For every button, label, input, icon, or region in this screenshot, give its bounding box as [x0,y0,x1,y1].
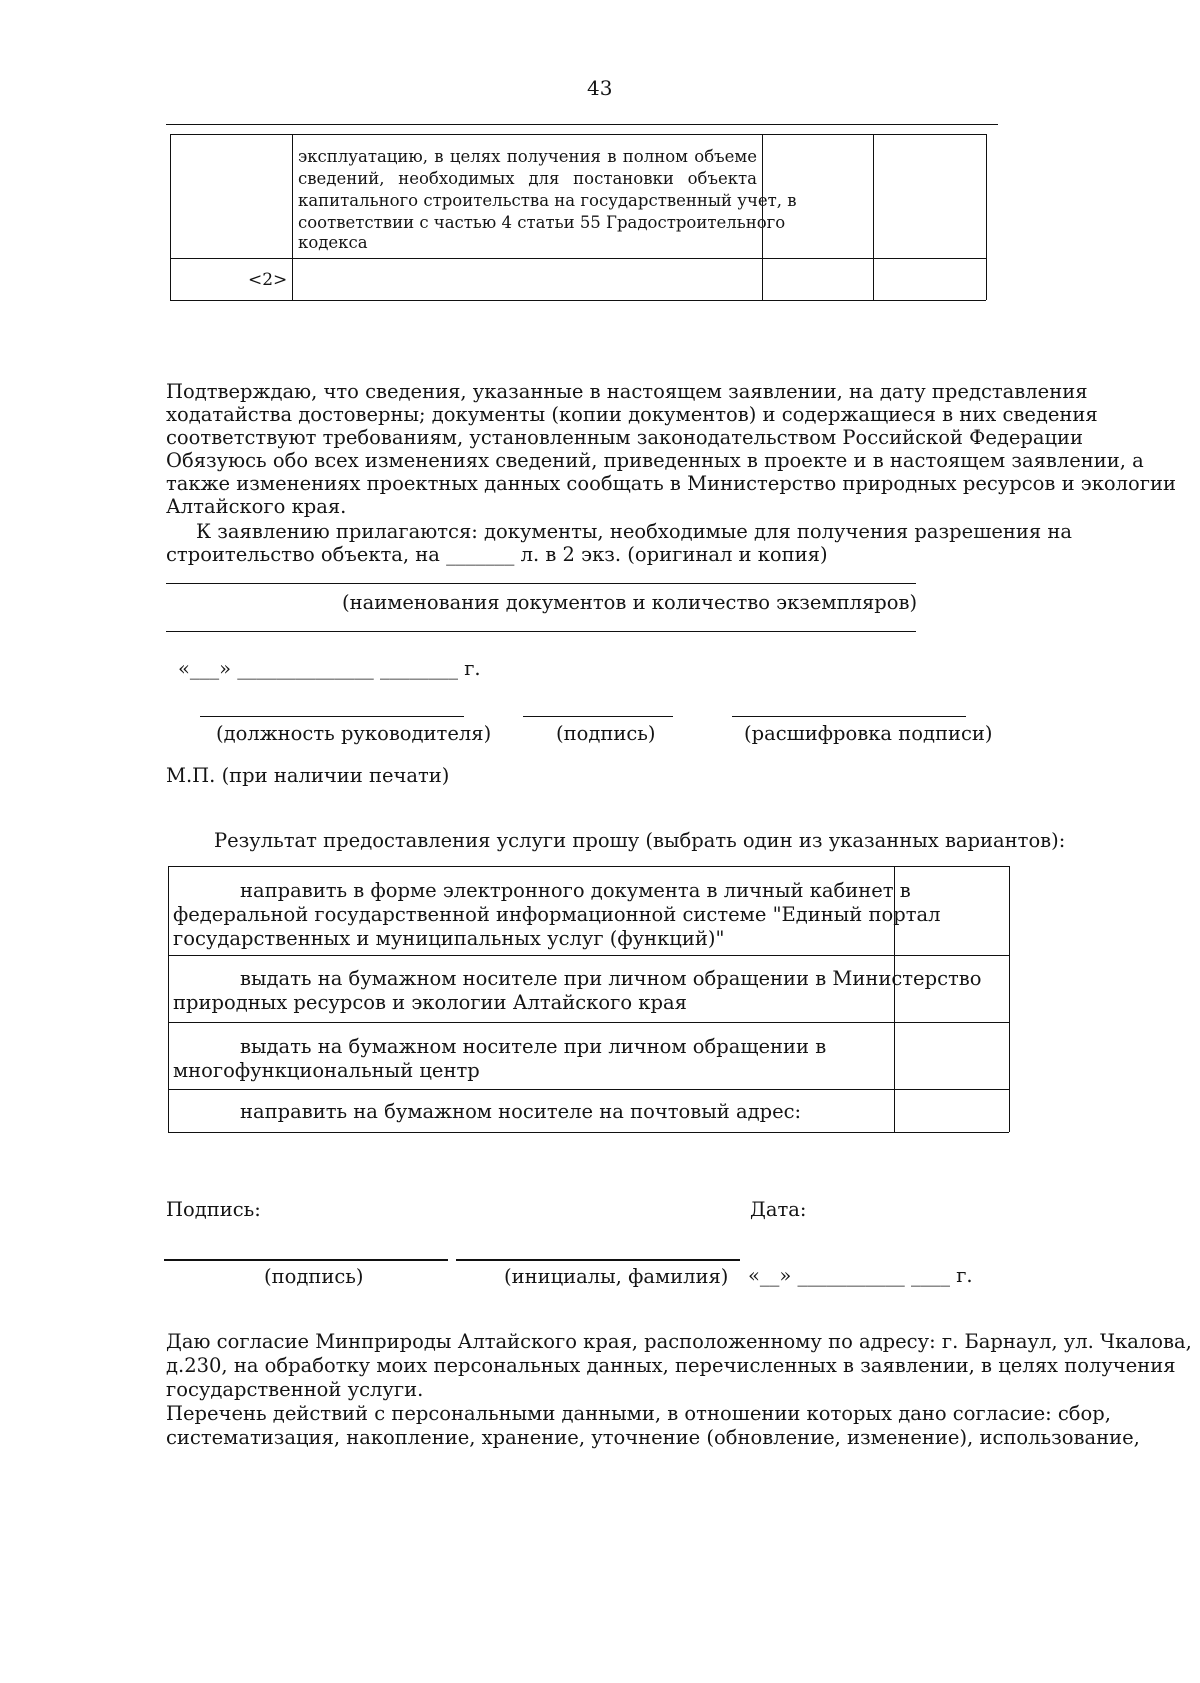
table-cell-line: эксплуатацию, в целях получения в полном объеме [298,147,757,166]
table-cell-line: соответствии с частью 4 статьи 55 Градостроительного [298,213,786,232]
attachment-line: строительство объекта, на _______ л. в 2 экз. (оригинал и копия) [166,543,828,566]
result-option-text: направить в форме электронного документа в личный кабинет в [240,879,911,902]
decoding-blank-line [732,716,966,717]
stamp-note: М.П. (при наличии печати) [166,764,450,787]
result-option-checkbox[interactable] [895,956,1008,1021]
table-cell-line: капитального строительства на государственный учет, в [298,191,797,210]
footer-signature-caption: (подпись) [264,1265,364,1288]
footer-date-blank: «__» ___________ ____ г. [748,1264,973,1287]
footer-signature-line [164,1259,448,1261]
consent-line: Перечень действий с персональными данными, в отношении которых дано согласие: сбор, [166,1402,1111,1425]
result-option-text: выдать на бумажном носителе при личном обращении в Министерство [240,967,982,990]
attachment-line: К заявлению прилагаются: документы, необходимые для получения разрешения на [196,520,1072,543]
footer-initials-line [456,1259,740,1261]
position-blank-line [200,716,464,717]
consent-line: государственной услуги. [166,1378,424,1401]
docs-blank-line [166,631,916,632]
date-blank: «___» ______________ ________ г. [178,657,481,680]
result-title: Результат предоставления услуги прошу (выбрать один из указанных вариантов): [214,829,1066,852]
docs-blank-line [166,583,916,584]
confirmation-line: Алтайского края. [166,495,347,518]
table-cell-line: кодекса [298,233,368,252]
result-option-checkbox[interactable] [895,867,1008,954]
signature-label: Подпись: [166,1198,261,1221]
result-option-text: природных ресурсов и экологии Алтайского края [173,991,687,1014]
consent-line: систематизация, накопление, хранение, уточнение (обновление, изменение), использование, [166,1426,1140,1449]
date-label: Дата: [750,1198,807,1221]
position-caption: (должность руководителя) [216,722,492,745]
result-option-text: многофункциональный центр [173,1059,480,1082]
row-footnote-label: <2> [248,270,288,290]
confirmation-line: ходатайства достоверны; документы (копии документов) и содержащиеся в них сведения [166,403,1098,426]
confirmation-line: соответствуют требованиям, установленным законодательством Российской Федерации [166,426,1084,449]
result-option-checkbox[interactable] [895,1023,1008,1088]
result-option-text: федеральной государственной информационной системе "Единый портал [173,903,941,926]
docs-caption: (наименования документов и количество экземпляров) [342,591,918,614]
table-cell-line: сведений, необходимых для постановки объекта [298,169,757,188]
page-number: 43 [587,76,613,100]
confirmation-line: Обязуюсь обо всех изменениях сведений, приведенных в проекте и в настоящем заявлении, а [166,449,1144,472]
decoding-caption: (расшифровка подписи) [744,722,993,745]
consent-line: Даю согласие Минприроды Алтайского края, расположенному по адресу: г. Барнаул, ул. Чкалова, [166,1330,1192,1353]
result-option-checkbox[interactable] [895,1090,1008,1131]
result-option-text: государственных и муниципальных услуг (функций)" [173,927,725,950]
footer-initials-caption: (инициалы, фамилия) [504,1265,729,1288]
confirmation-line: Подтверждаю, что сведения, указанные в настоящем заявлении, на дату представления [166,380,1088,403]
confirmation-line: также изменениях проектных данных сообщать в Министерство природных ресурсов и экологии [166,472,1176,495]
consent-line: д.230, на обработку моих персональных данных, перечисленных в заявлении, в целях получения [166,1354,1176,1377]
result-option-text: направить на бумажном носителе на почтовый адрес: [240,1100,802,1123]
signature-caption: (подпись) [556,722,656,745]
signature-blank-line [523,716,673,717]
result-option-text: выдать на бумажном носителе при личном обращении в [240,1035,827,1058]
